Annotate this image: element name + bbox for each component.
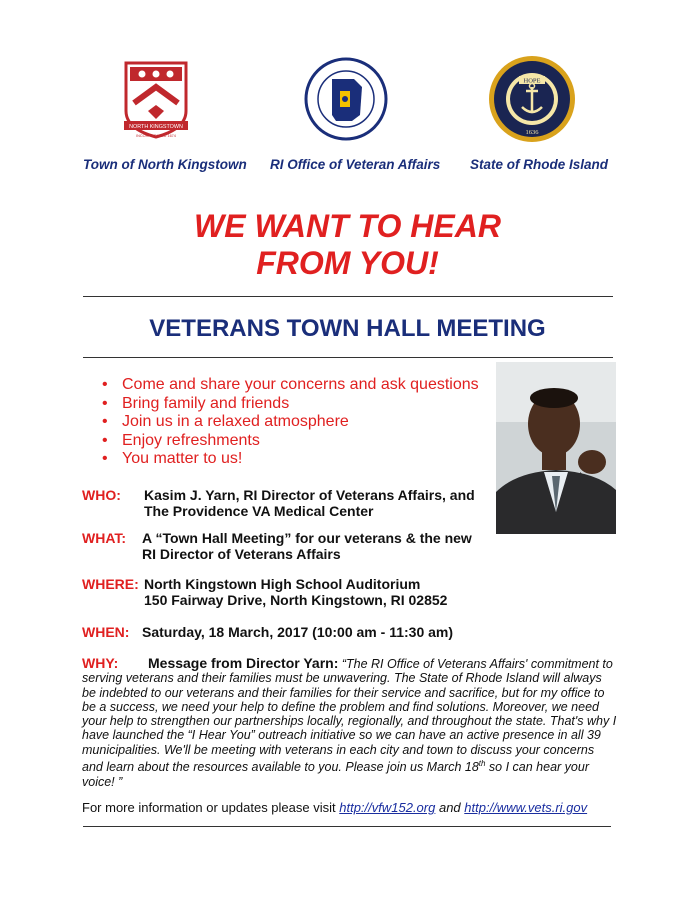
why-quote-sup: th xyxy=(478,759,486,769)
where-line2: 150 Fairway Drive, North Kingstown, RI 02852 xyxy=(144,592,448,608)
logo-row xyxy=(0,55,695,145)
where-label: WHERE: xyxy=(82,576,139,592)
vfw-link[interactable]: http://vfw152.org xyxy=(339,800,436,815)
why-intro: Message from Director Yarn: xyxy=(148,655,339,671)
where-line1: North Kingstown High School Auditorium xyxy=(144,576,421,592)
what-line2: RI Director of Veterans Affairs xyxy=(142,546,341,562)
why-quote-end: so I can hear your voice! ” xyxy=(82,760,589,789)
what-block xyxy=(82,530,472,562)
list-item: • Enjoy refreshments xyxy=(102,432,479,451)
who-label: WHO: xyxy=(82,487,121,503)
list-item: • Join us in a relaxed atmosphere xyxy=(102,413,479,432)
headline xyxy=(0,208,695,282)
who-line1: Kasim J. Yarn, RI Director of Veterans Affairs, and xyxy=(144,487,475,503)
what-label: WHAT: xyxy=(82,530,127,546)
list-item: • Come and share your concerns and ask questions xyxy=(102,376,479,395)
why-block xyxy=(82,656,618,789)
seal-hope-text: HOPE xyxy=(523,77,541,85)
caption-town: Town of North Kingstown xyxy=(83,157,247,172)
who-block xyxy=(82,487,475,519)
list-item: • Bring family and friends xyxy=(102,395,479,414)
when-block xyxy=(82,624,453,640)
list-item: • You matter to us! xyxy=(102,450,479,469)
town-crest-icon xyxy=(120,59,192,139)
director-photo xyxy=(496,362,616,534)
headline-line2: FROM YOU! xyxy=(256,245,439,281)
why-label: WHY: xyxy=(82,655,119,671)
who-line2: The Providence VA Medical Center xyxy=(144,503,374,519)
crest-sub-text: INCORPORATED 1674 xyxy=(136,134,176,138)
headline-line1: WE WANT TO HEAR xyxy=(194,208,501,244)
caption-state: State of Rhode Island xyxy=(470,157,609,172)
where-block xyxy=(82,576,447,608)
more-info xyxy=(82,800,587,815)
page-title: VETERANS TOWN HALL MEETING xyxy=(149,315,546,342)
more-and: and xyxy=(435,800,465,815)
caption-veteran-affairs: RI Office of Veteran Affairs xyxy=(270,157,441,172)
divider-bottom xyxy=(83,357,613,358)
divider-footer xyxy=(83,826,611,827)
veterans-affairs-seal-icon xyxy=(304,57,388,141)
bullet-list xyxy=(102,376,479,469)
crest-banner-text: NORTH KINGSTOWN xyxy=(129,124,183,130)
seal-year-text: 1636 xyxy=(525,129,539,136)
why-quote: “The RI Office of Veterans Affairs' commitment to serving veterans and their families must be unwavering. The State of Rhode Island will always be indebted to our veterans and their families for their service and sacrifice, but for my office to be a success, we need your help to define the problem and find solutions. Moreover, we need your help to strengthen our partnerships locally, regionally, and throughout the state. That's why I have launched the “I Hear You” outreach initiative so we can have an active presence in all 39 municipalities. We'll be meeting with veterans in each city and town to discuss your concerns and learn about the resources available to you. Please join us March 18 xyxy=(82,657,617,775)
when-label: WHEN: xyxy=(82,624,130,640)
what-line1: A “Town Hall Meeting” for our veterans & the new xyxy=(142,530,472,546)
state-seal-icon xyxy=(488,55,576,143)
vets-link[interactable]: http://www.vets.ri.gov xyxy=(464,800,588,815)
more-prefix: For more information or updates please visit xyxy=(82,800,340,815)
when-value: Saturday, 18 March, 2017 (10:00 am - 11:30 am) xyxy=(142,624,454,640)
divider-top xyxy=(83,296,613,297)
